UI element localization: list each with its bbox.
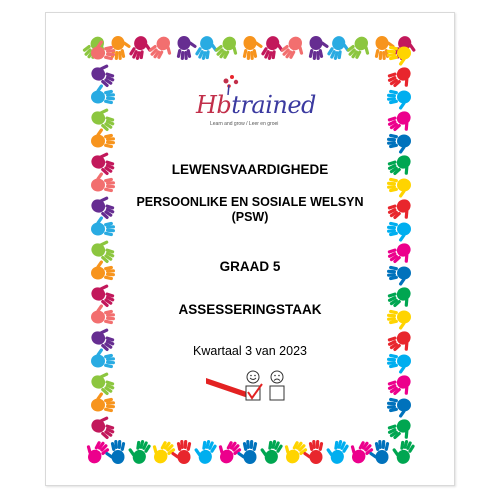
task-title: ASSESSERINGSTAAK	[178, 302, 322, 317]
strand-title-line1: PERSOONLIKE EN SOSIALE WELSYN	[136, 195, 364, 209]
logo-wordmark-prefix: Hb	[196, 91, 232, 119]
cover-page	[45, 12, 455, 486]
logo-wordmark-suffix: trained	[231, 91, 316, 119]
sad-face-icon	[271, 371, 283, 383]
hbtrained-logo	[196, 73, 316, 133]
strand-title-line2: (PSW)	[231, 210, 269, 224]
logo-tagline: Learn and grow / Leer en groei	[210, 121, 279, 127]
checkbox-smiley-pencil-icon	[206, 368, 296, 414]
subject-title: LEWENSVAARDIGHEDE	[171, 162, 329, 177]
cover-content	[46, 13, 454, 485]
grade-title: GRAAD 5	[219, 259, 281, 274]
happy-face-icon	[247, 371, 259, 383]
term-label: Kwartaal 3 van 2023	[193, 344, 307, 358]
logo-wordmark	[196, 91, 316, 119]
